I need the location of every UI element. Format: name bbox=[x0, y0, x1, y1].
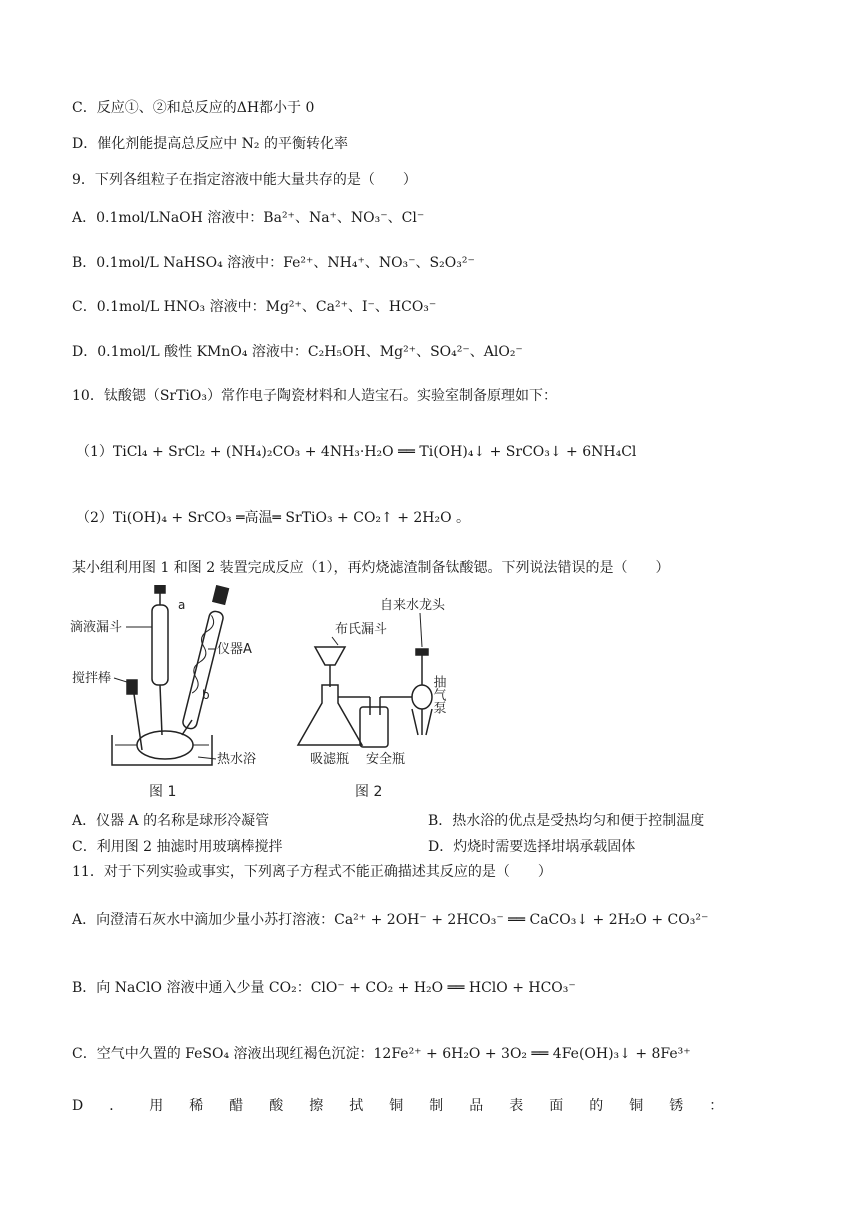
fig2-label-pump: 抽气泵 bbox=[430, 675, 446, 714]
q11-option-d: D．用稀醋酸擦拭铜制品表面的铜锈： bbox=[72, 1098, 750, 1114]
q10-equation-2: （2）Ti(OH)₄ + SrCO₃ ═高温═ SrTiO₃ + CO₂↑ + 2H₂O 。 bbox=[76, 510, 471, 526]
q11-option-a: A．向澄清石灰水中滴加少量小苏打溶液：Ca²⁺ + 2OH⁻ + 2HCO₃⁻ ══ CaCO₃↓ + 2H₂O + CO₃²⁻ bbox=[72, 912, 709, 928]
fig1-label-stirrer: 搅拌棒 bbox=[72, 671, 112, 686]
figure-1 bbox=[112, 585, 228, 765]
fig1-label-dropping-funnel: 滴液漏斗 bbox=[70, 620, 123, 635]
q10-option-c: C．利用图 2 抽滤时用玻璃棒搅拌 bbox=[72, 839, 283, 855]
fig1-label-instrument-a: 仪器A bbox=[217, 642, 252, 657]
fig2-label-tap: 自来水龙头 bbox=[380, 598, 446, 613]
q10-question: 某小组利用图 1 和图 2 装置完成反应（1），再灼烧滤渣制备钛酸锶。下列说法错误的是（ ） bbox=[72, 560, 670, 576]
q8-option-c: C．反应①、②和总反应的ΔH都小于 0 bbox=[72, 100, 315, 116]
fig1-caption: 图 1 bbox=[149, 784, 177, 800]
q10-option-a: A．仪器 A 的名称是球形冷凝管 bbox=[72, 813, 270, 829]
q10-option-d: D．灼烧时需要选择坩埚承载固体 bbox=[428, 839, 636, 855]
q10-option-b: B．热水浴的优点是受热均匀和便于控制温度 bbox=[428, 813, 705, 829]
q11-stem: 11．对于下列实验或事实，下列离子方程式不能正确描述其反应的是（ ） bbox=[72, 864, 552, 880]
q10-stem: 10．钛酸锶（SrTiO₃）常作电子陶瓷材料和人造宝石。实验室制备原理如下： bbox=[72, 388, 558, 404]
fig2-label-buchner: 布氏漏斗 bbox=[335, 622, 388, 637]
q11-option-b: B．向 NaClO 溶液中通入少量 CO₂：ClO⁻ + CO₂ + H₂O ══ HClO + HCO₃⁻ bbox=[72, 980, 576, 996]
fig1-label-port-b: b bbox=[202, 688, 210, 702]
apparatus-figures bbox=[70, 585, 490, 805]
q9-option-b: B．0.1mol/L NaHSO₄ 溶液中：Fe²⁺、NH₄⁺、NO₃⁻、S₂O₃²⁻ bbox=[72, 255, 475, 271]
figure-2 bbox=[298, 647, 432, 747]
fig1-label-port-a: a bbox=[178, 598, 186, 612]
q8-option-d: D．催化剂能提高总反应中 N₂ 的平衡转化率 bbox=[72, 136, 348, 152]
q9-stem: 9．下列各组粒子在指定溶液中能大量共存的是（ ） bbox=[72, 172, 417, 188]
fig1-label-water-bath: 热水浴 bbox=[217, 752, 257, 767]
q11-option-c: C．空气中久置的 FeSO₄ 溶液出现红褐色沉淀：12Fe²⁺ + 6H₂O + 3O₂ ══ 4Fe(OH)₃↓ + 8Fe³⁺ bbox=[72, 1046, 691, 1062]
q10-equation-1: （1）TiCl₄ + SrCl₂ + (NH₄)₂CO₃ + 4NH₃·H₂O ══ Ti(OH)₄↓ + SrCO₃↓ + 6NH₄Cl bbox=[76, 444, 637, 460]
q9-option-c: C．0.1mol/L HNO₃ 溶液中：Mg²⁺、Ca²⁺、I⁻、HCO₃⁻ bbox=[72, 299, 437, 315]
fig2-label-safety-bottle: 安全瓶 bbox=[366, 752, 406, 767]
fig2-caption: 图 2 bbox=[355, 784, 383, 800]
q9-option-d: D．0.1mol/L 酸性 KMnO₄ 溶液中：C₂H₅OH、Mg²⁺、SO₄²⁻、AlO₂⁻ bbox=[72, 344, 523, 360]
q9-option-a: A．0.1mol/LNaOH 溶液中：Ba²⁺、Na⁺、NO₃⁻、Cl⁻ bbox=[72, 210, 425, 226]
fig2-label-filter-flask: 吸滤瓶 bbox=[310, 752, 350, 767]
